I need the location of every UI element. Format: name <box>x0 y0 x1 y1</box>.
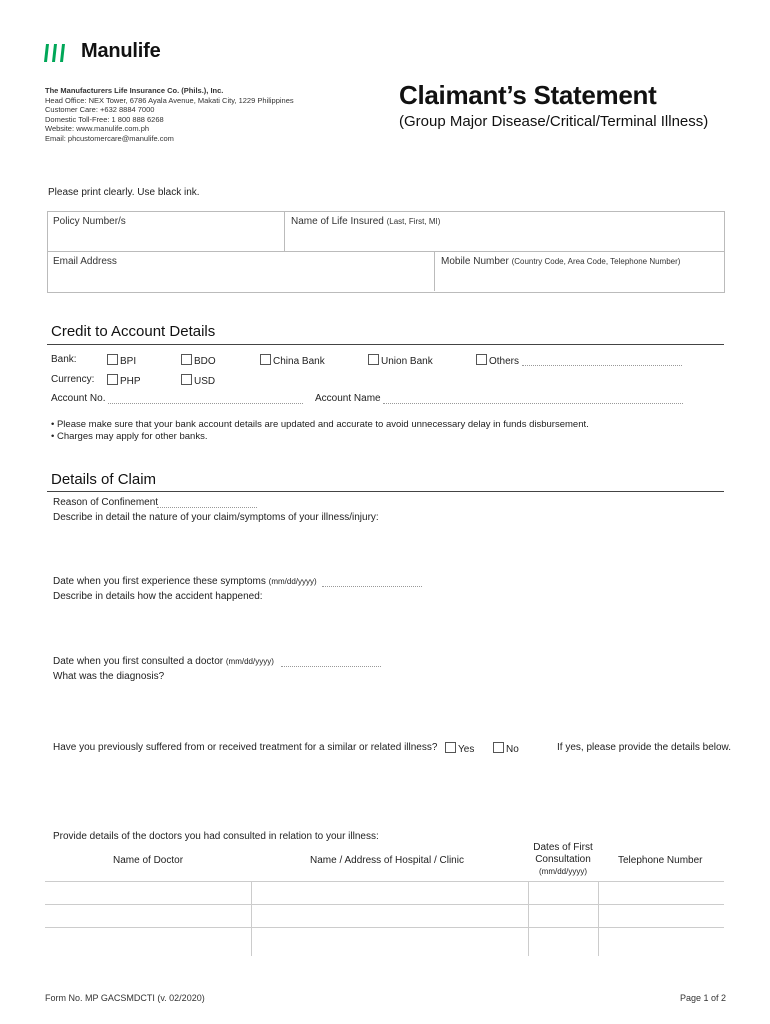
account-no-label: Account No. <box>51 393 106 404</box>
claim-heading: Details of Claim <box>51 471 157 488</box>
table-cell-doctor-3[interactable] <box>45 928 251 955</box>
previous-illness-question: Have you previously suffered from or received treatment for a similar or related illness? <box>53 742 438 753</box>
checkbox[interactable] <box>476 354 487 365</box>
bank-option-label: BPI <box>120 356 137 367</box>
previous-no-option[interactable] <box>493 742 519 755</box>
bank-option-chinabank[interactable] <box>260 354 325 367</box>
col-phone-header: Telephone Number <box>618 855 703 866</box>
form-title: Claimant’s Statement <box>399 80 657 110</box>
mobile-field[interactable] <box>441 256 680 267</box>
bank-option-label: China Bank <box>273 356 325 367</box>
form-number: Form No. MP GACSMDCTI (v. 02/2020) <box>45 993 205 1003</box>
yes-label: Yes <box>458 744 475 755</box>
col-date-header <box>528 842 598 878</box>
col-date-hint: (mm/dd/yyyy) <box>539 867 587 876</box>
col-hospital-header: Name / Address of Hospital / Clinic <box>310 855 464 866</box>
col-date-line-1: Dates of First <box>533 842 593 853</box>
company-tollfree: Domestic Toll-Free: 1 800 888 6268 <box>45 114 164 124</box>
brand-name: Manulife <box>81 40 161 62</box>
manulife-logo-icon <box>44 43 68 63</box>
company-care: Customer Care: +632 8884 7000 <box>45 105 155 115</box>
currency-option-label: USD <box>194 376 216 387</box>
col-date-line-2: Consultation <box>535 854 591 865</box>
checkbox[interactable] <box>181 374 192 385</box>
first-consult-hint: (mm/dd/yyyy) <box>225 657 274 666</box>
reason-label: Reason of Confinement <box>53 497 159 508</box>
policy-number-field[interactable]: Policy Number/s <box>53 216 126 227</box>
previous-yes-option[interactable] <box>445 742 474 755</box>
checkbox[interactable] <box>493 742 504 753</box>
company-email: Email: phcustomercare@manulife.com <box>45 133 174 143</box>
identity-vsep-1 <box>284 211 285 251</box>
instruction: Please print clearly. Use black ink. <box>48 187 200 198</box>
identity-vsep-2 <box>434 251 435 291</box>
reason-input[interactable] <box>157 507 257 508</box>
email-field[interactable]: Email Address <box>53 256 117 267</box>
company-info <box>45 86 294 144</box>
first-symptoms-field <box>53 576 317 587</box>
page-number: Page 1 of 2 <box>680 993 727 1003</box>
table-cell-doctor-1[interactable] <box>45 882 251 904</box>
checkbox[interactable] <box>368 354 379 365</box>
describe-nature-label: Describe in detail the nature of your claim/symptoms of your illness/injury: <box>53 512 379 523</box>
checkbox[interactable] <box>260 354 271 365</box>
checkbox[interactable] <box>107 374 118 385</box>
checkbox[interactable] <box>181 354 192 365</box>
company-website: Website: www.manulife.com.ph <box>45 124 150 134</box>
form-subtitle: (Group Major Disease/Critical/Terminal Illness) <box>399 113 709 130</box>
insured-name-label: Name of Life Insured <box>291 216 384 227</box>
bank-option-bdo[interactable] <box>181 354 216 367</box>
identity-divider <box>47 251 724 252</box>
table-cell-doctor-2[interactable] <box>45 905 251 927</box>
first-consult-input[interactable] <box>281 666 381 667</box>
currency-option-label: PHP <box>120 376 141 387</box>
bank-option-label: BDO <box>194 356 216 367</box>
doctors-intro: Provide details of the doctors you had consulted in relation to your illness: <box>53 831 379 842</box>
currency-label: Currency: <box>51 374 95 385</box>
bank-option-unionbank[interactable] <box>368 354 433 367</box>
bank-option-others[interactable] <box>476 354 519 367</box>
checkbox[interactable] <box>107 354 118 365</box>
bank-option-bpi[interactable] <box>107 354 136 367</box>
bank-label: Bank: <box>51 354 77 365</box>
diagnosis-label: What was the diagnosis? <box>53 671 165 682</box>
claim-rule <box>47 491 724 492</box>
bank-option-label: Others <box>489 356 520 367</box>
if-yes-note: If yes, please provide the details below. <box>557 742 731 753</box>
credit-note-1: • Please make sure that your bank account details are updated and accurate to avoid unnecessary delay in funds disbursement. <box>51 419 589 430</box>
first-symptoms-input[interactable] <box>322 586 422 587</box>
bank-option-label: Union Bank <box>381 356 433 367</box>
currency-option-usd[interactable] <box>181 374 215 387</box>
col-doctor-header: Name of Doctor <box>113 855 184 866</box>
table-col-line <box>598 881 599 956</box>
mobile-label: Mobile Number <box>441 256 509 267</box>
first-symptoms-label: Date when you first experience these symptoms <box>53 576 266 587</box>
insured-name-hint: (Last, First, MI) <box>386 217 441 226</box>
table-col-line <box>528 881 529 956</box>
insured-name-field[interactable] <box>291 216 440 227</box>
company-name: The Manufacturers Life Insurance Co. (Phils.), Inc. <box>45 86 224 95</box>
currency-option-php[interactable] <box>107 374 141 387</box>
no-label: No <box>506 744 519 755</box>
first-symptoms-hint: (mm/dd/yyyy) <box>268 577 317 586</box>
first-consult-field <box>53 656 274 667</box>
account-no-input[interactable] <box>108 403 303 404</box>
mobile-hint: (Country Code, Area Code, Telephone Number) <box>511 257 681 266</box>
company-address: Head Office: NEX Tower, 6786 Ayala Avenue, Makati City, 1229 Philippines <box>45 95 294 105</box>
first-consult-label: Date when you first consulted a doctor <box>53 656 224 667</box>
others-bank-input[interactable] <box>522 365 682 366</box>
credit-heading: Credit to Account Details <box>51 323 216 340</box>
describe-accident-label: Describe in details how the accident happened: <box>53 591 263 602</box>
account-name-input[interactable] <box>383 403 683 404</box>
table-col-line <box>251 881 252 956</box>
account-name-label: Account Name <box>315 393 381 404</box>
checkbox[interactable] <box>445 742 456 753</box>
credit-note-2: • Charges may apply for other banks. <box>51 431 208 442</box>
credit-rule <box>47 344 724 345</box>
